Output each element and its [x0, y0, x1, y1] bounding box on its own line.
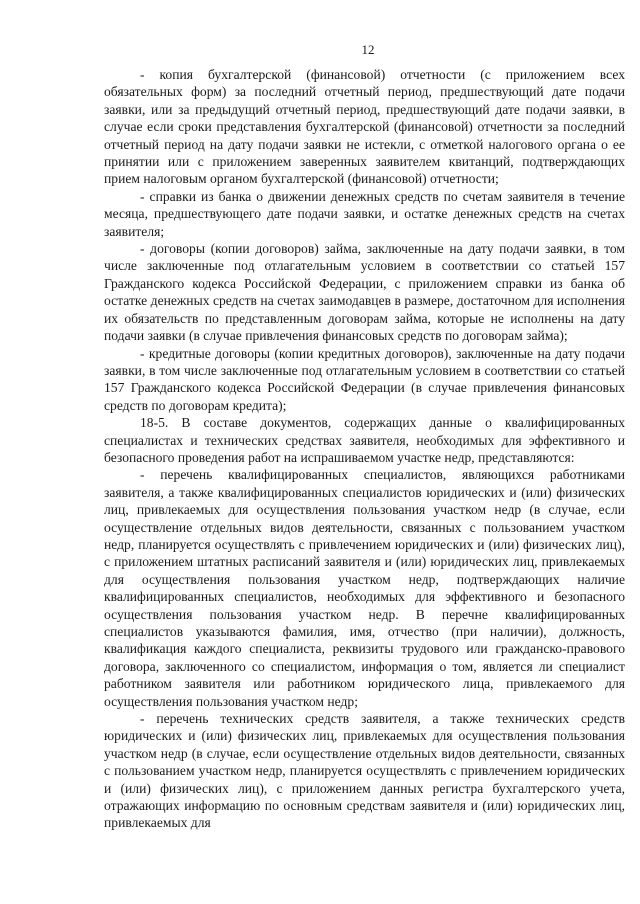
- paragraph-bank-statements: - справки из банка о движении денежных средств по счетам заявителя в течение месяца, предшествующего дате подачи заявки, и остатке денежных средств на счетах заявителя;: [104, 188, 625, 239]
- paragraph-technical-means-list: - перечень технических средств заявителя, а также технических средств юридических и (или) физических лиц, привлекаемых для осуществления пользования участком недр (в случае, если осуществление отдельных видов деятельности, связанных с пользованием участком недр, планируется осуществлять с привлечением юридических и (или) физических лиц), с приложением данных регистра бухгалтерского учета, отражающих информацию по основным средствам заявителя и (или) юридических лиц, привлекаемых для: [104, 711, 625, 831]
- paragraph-credit-agreements: - кредитные договоры (копии кредитных договоров), заключенные на дату подачи заявки, в том числе заключенные под отлагательным условием в соответствии со статьей 157 Гражданского кодекса Российской Федерации (в случае привлечения финансовых средств по договорам кредита);: [104, 345, 625, 413]
- paragraph-specialists-list: - перечень квалифицированных специалистов, являющихся работниками заявителя, а также квалифицированных специалистов юридических и (или) физических лиц, привлекаемых для осуществления пользования участком недр (в случае, если осуществление отдельных видов деятельности, связанных с пользованием участком недр, планируется осуществлять с привлечением юридических и (или) физических лиц), с приложением штатных расписаний заявителя и (или) юридических лиц, привлекаемых для осуществления пользования участком недр, подтверждающих наличие квалифицированных специалистов, необходимых для эффективного и безопасного осуществления пользования участком недр. В перечне квалифицированных специалистов указываются фамилия, имя, отчество (при наличии), должность, квалификация каждого специалиста, реквизиты трудового или гражданско-правового договора, заключенного со специалистом, информация о том, является ли специалист работником заявителя или работником юридического лица, привлекаемого для осуществления пользования участком недр;: [104, 467, 625, 709]
- page-number: 12: [361, 42, 375, 57]
- paragraph-financial-statements: - копия бухгалтерской (финансовой) отчетности (с приложением всех обязательных форм) за последний отчетный период, предшествующий дате подачи заявки, или за предыдущий отчетный период, предшествующий дате подачи заявки, в случае если сроки представления бухгалтерской (финансовой) отчетности за последний отчетный период на дату подачи заявки не истекли, с отметкой налогового органа о ее принятии или с приложением заверенных заявителем квитанций, подтверждающих прием налоговым органом бухгалтерской (финансовой) отчетности;: [104, 67, 625, 187]
- body-text: [104, 66, 625, 832]
- paragraph-loan-agreements: - договоры (копии договоров) займа, заключенные на дату подачи заявки, в том числе заключенные под отлагательным условием в соответствии со статьей 157 Гражданского кодекса Российской Федерации, с приложением справки из банка об остатке денежных средств на счетах заимодавцев в размере, достаточном для исполнения их обязательств по представленным договорам займа, которые не исполнены на дату подачи заявки (в случае привлечения финансовых средств по договорам займа);: [104, 241, 625, 344]
- paragraph-section-18-5: 18-5. В составе документов, содержащих данные о квалифицированных специалистах и технических средствах заявителя, необходимых для эффективного и безопасного проведения работ на испрашиваемом участке недр, представляются:: [104, 415, 625, 465]
